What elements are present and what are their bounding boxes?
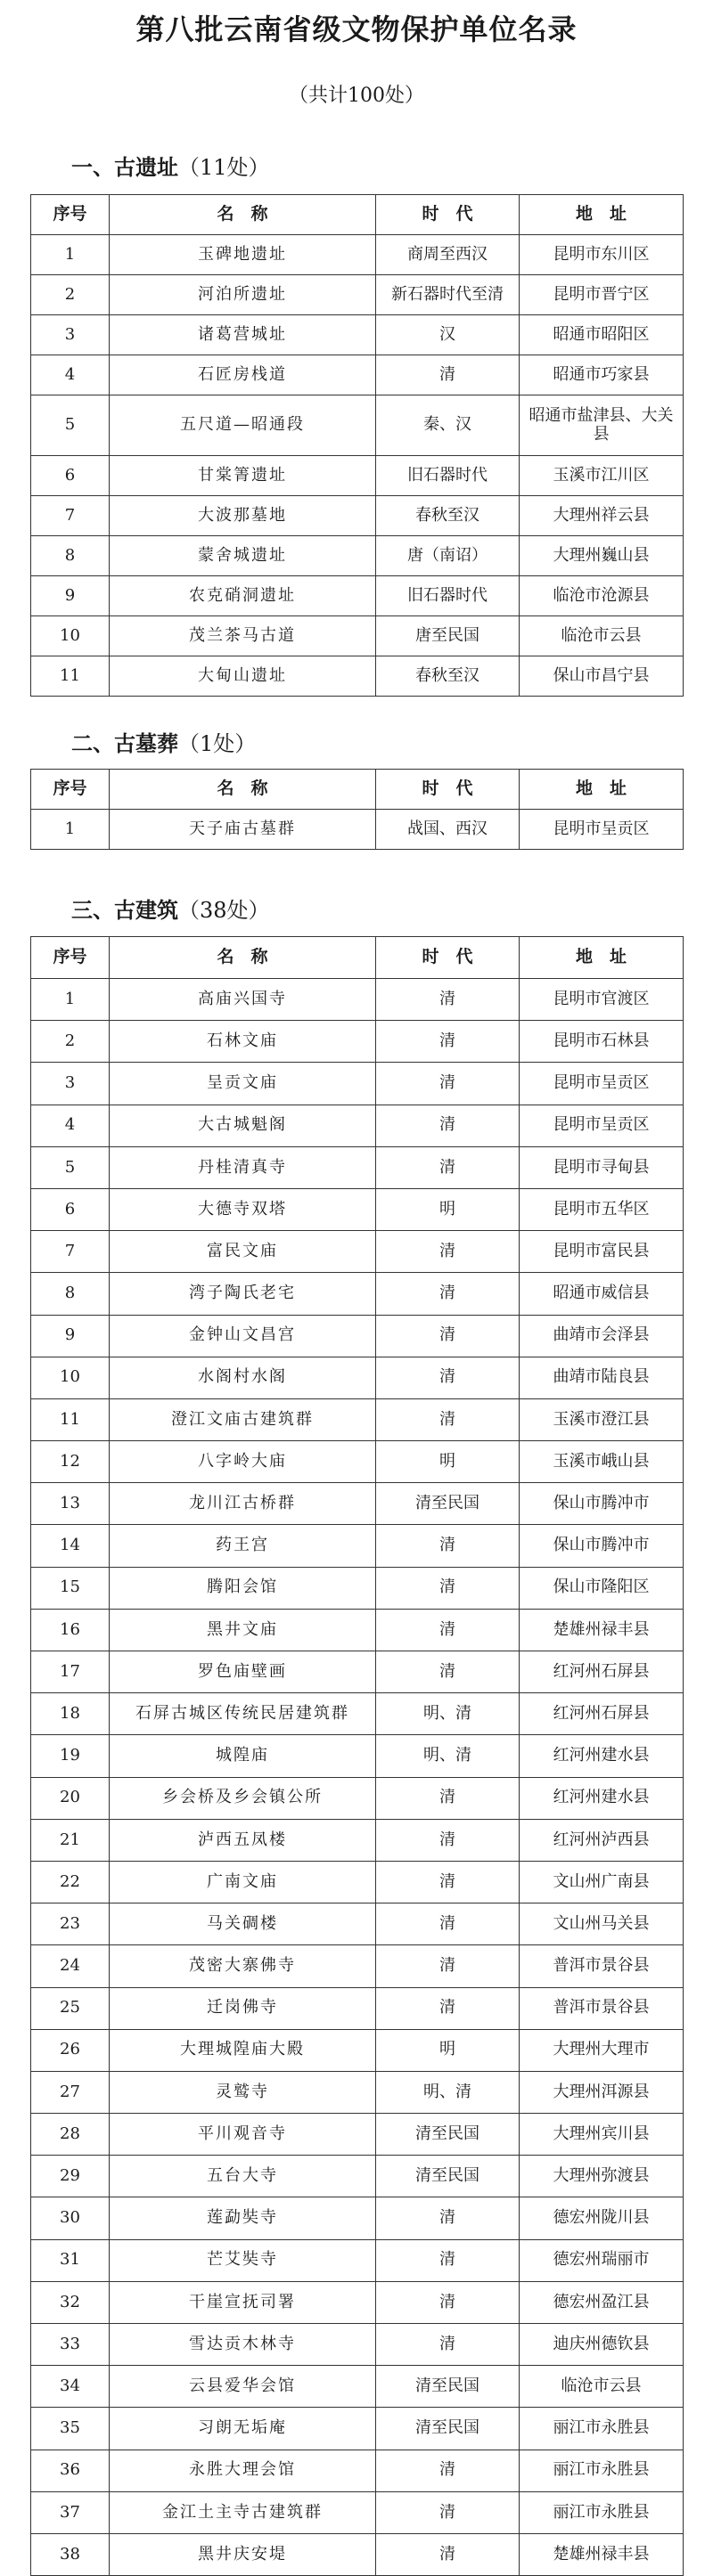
cell-era: 清 [376, 1861, 520, 1903]
cell-place: 临沧市云县 [520, 616, 684, 656]
cell-no: 15 [31, 1567, 110, 1609]
cell-place: 大理州大理市 [520, 2029, 684, 2071]
cell-place: 昭通市昭阳区 [520, 315, 684, 355]
table-row [31, 1231, 684, 1273]
cell-place: 文山州马关县 [520, 1903, 684, 1945]
cell-era: 清 [376, 2533, 520, 2575]
cell-era: 清 [376, 1315, 520, 1357]
cell-name: 永胜大理会馆 [110, 2450, 376, 2491]
table-row [31, 1105, 684, 1146]
cell-era: 春秋至汉 [376, 656, 520, 697]
cell-place: 昭通市威信县 [520, 1273, 684, 1315]
cell-name: 大甸山遗址 [110, 656, 376, 697]
table-row [31, 1021, 684, 1063]
cell-place: 楚雄州禄丰县 [520, 1609, 684, 1651]
cell-era: 清 [376, 1398, 520, 1440]
cell-no: 3 [31, 1063, 110, 1105]
section-name: 二、古墓葬 [71, 730, 178, 756]
cell-name: 富民文庙 [110, 1231, 376, 1273]
section-title [71, 893, 270, 924]
table-row [31, 1903, 684, 1945]
cell-no: 26 [31, 2029, 110, 2071]
table-row [31, 2324, 684, 2366]
cell-era: 清 [376, 1945, 520, 1987]
cell-no: 8 [31, 1273, 110, 1315]
header-no: 序号 [31, 195, 110, 235]
cell-no: 1 [31, 810, 110, 850]
table-row [31, 456, 684, 496]
cell-era: 旧石器时代 [376, 456, 520, 496]
cell-era: 唐（南诏） [376, 536, 520, 576]
cell-no: 37 [31, 2491, 110, 2533]
section-title [71, 726, 256, 757]
cell-name: 农克硝洞遗址 [110, 576, 376, 616]
cell-name: 习朗无垢庵 [110, 2408, 376, 2450]
cell-era: 清至民国 [376, 1483, 520, 1525]
table-row [31, 1315, 684, 1357]
table-row [31, 1777, 684, 1819]
cell-name: 云县爱华会馆 [110, 2366, 376, 2408]
cell-era: 唐至民国 [376, 616, 520, 656]
table-header-row [31, 937, 684, 979]
cell-era: 清至民国 [376, 2156, 520, 2197]
table-row [31, 1273, 684, 1315]
cell-no: 11 [31, 656, 110, 697]
cell-place: 大理州洱源县 [520, 2071, 684, 2113]
cell-place: 玉溪市澄江县 [520, 1398, 684, 1440]
table-row [31, 2114, 684, 2156]
heritage-table [30, 194, 684, 697]
cell-name: 高庙兴国寺 [110, 979, 376, 1021]
cell-place: 大理州祥云县 [520, 496, 684, 536]
cell-no: 3 [31, 315, 110, 355]
cell-name: 马关碉楼 [110, 1903, 376, 1945]
cell-era: 清 [376, 1609, 520, 1651]
cell-name: 五尺道—昭通段 [110, 395, 376, 456]
table-row [31, 2491, 684, 2533]
cell-place: 大理州宾川县 [520, 2114, 684, 2156]
cell-no: 9 [31, 576, 110, 616]
cell-place: 红河州石屏县 [520, 1693, 684, 1735]
cell-no: 31 [31, 2239, 110, 2281]
table-row [31, 1693, 684, 1735]
cell-name: 迁岗佛寺 [110, 1987, 376, 2029]
cell-no: 7 [31, 496, 110, 536]
cell-era: 清 [376, 1231, 520, 1273]
cell-name: 黑井庆安堤 [110, 2533, 376, 2575]
cell-name: 茂密大寨佛寺 [110, 1945, 376, 1987]
cell-place: 德宏州盈江县 [520, 2281, 684, 2323]
cell-place: 昆明市官渡区 [520, 979, 684, 1021]
cell-place: 普洱市景谷县 [520, 1945, 684, 1987]
table-row [31, 1146, 684, 1188]
cell-era: 商周至西汉 [376, 235, 520, 275]
table-row [31, 2281, 684, 2323]
cell-name: 石林文庙 [110, 1021, 376, 1063]
table-row [31, 656, 684, 697]
section-name: 一、古遗址 [71, 154, 178, 180]
cell-name: 八字岭大庙 [110, 1441, 376, 1483]
cell-place: 保山市昌宁县 [520, 656, 684, 697]
cell-era: 明 [376, 1441, 520, 1483]
cell-era: 明 [376, 2029, 520, 2071]
cell-place: 保山市腾冲市 [520, 1483, 684, 1525]
cell-place: 丽江市永胜县 [520, 2408, 684, 2450]
cell-name: 石屏古城区传统民居建筑群 [110, 1693, 376, 1735]
cell-no: 5 [31, 1146, 110, 1188]
table-header-row [31, 195, 684, 235]
cell-no: 28 [31, 2114, 110, 2156]
page-title: 第八批云南省级文物保护单位名录 [135, 12, 578, 46]
cell-place: 保山市隆阳区 [520, 1567, 684, 1609]
cell-name: 平川观音寺 [110, 2114, 376, 2156]
cell-place: 昭通市巧家县 [520, 355, 684, 395]
cell-no: 32 [31, 2281, 110, 2323]
cell-name: 药王宫 [110, 1525, 376, 1567]
cell-place: 德宏州瑞丽市 [520, 2239, 684, 2281]
cell-no: 23 [31, 1903, 110, 1945]
heritage-table [30, 936, 684, 2576]
cell-name: 城隍庙 [110, 1735, 376, 1777]
cell-era: 清 [376, 2491, 520, 2533]
table-row [31, 1357, 684, 1398]
cell-place: 曲靖市会泽县 [520, 1315, 684, 1357]
table-row [31, 2197, 684, 2239]
cell-place: 昆明市呈贡区 [520, 1105, 684, 1146]
cell-no: 7 [31, 1231, 110, 1273]
cell-era: 清 [376, 1273, 520, 1315]
cell-no: 5 [31, 395, 110, 456]
section-count: （1处） [178, 731, 257, 756]
header-name: 名 称 [110, 770, 376, 810]
table-row [31, 1819, 684, 1861]
header-place: 地 址 [520, 937, 684, 979]
cell-place: 文山州广南县 [520, 1861, 684, 1903]
cell-era: 清 [376, 1777, 520, 1819]
cell-no: 35 [31, 2408, 110, 2450]
cell-name: 大波那墓地 [110, 496, 376, 536]
cell-name: 黑井文庙 [110, 1609, 376, 1651]
cell-era: 清 [376, 2197, 520, 2239]
table-row [31, 1987, 684, 2029]
cell-name: 诸葛营城址 [110, 315, 376, 355]
cell-no: 16 [31, 1609, 110, 1651]
cell-place: 丽江市永胜县 [520, 2450, 684, 2491]
cell-no: 1 [31, 235, 110, 275]
cell-no: 25 [31, 1987, 110, 2029]
cell-name: 雪达贡木林寺 [110, 2324, 376, 2366]
table-row [31, 355, 684, 395]
table-row [31, 1651, 684, 1693]
cell-era: 清 [376, 1021, 520, 1063]
cell-era: 清 [376, 1357, 520, 1398]
table-row [31, 2156, 684, 2197]
cell-no: 12 [31, 1441, 110, 1483]
cell-name: 玉碑地遗址 [110, 235, 376, 275]
cell-name: 丹桂清真寺 [110, 1146, 376, 1188]
cell-no: 6 [31, 1188, 110, 1230]
cell-name: 龙川江古桥群 [110, 1483, 376, 1525]
cell-place: 昆明市寻甸县 [520, 1146, 684, 1188]
cell-era: 旧石器时代 [376, 576, 520, 616]
cell-no: 20 [31, 1777, 110, 1819]
cell-no: 4 [31, 355, 110, 395]
cell-place: 临沧市沧源县 [520, 576, 684, 616]
cell-no: 6 [31, 456, 110, 496]
table-row [31, 810, 684, 850]
cell-era: 明、清 [376, 1693, 520, 1735]
table-row [31, 1188, 684, 1230]
cell-place: 丽江市永胜县 [520, 2491, 684, 2533]
cell-name: 干崖宣抚司署 [110, 2281, 376, 2323]
table-row [31, 1441, 684, 1483]
header-no: 序号 [31, 937, 110, 979]
cell-name: 五台大寺 [110, 2156, 376, 2197]
cell-no: 2 [31, 1021, 110, 1063]
cell-no: 34 [31, 2366, 110, 2408]
cell-no: 17 [31, 1651, 110, 1693]
cell-era: 清至民国 [376, 2366, 520, 2408]
cell-name: 灵鹫寺 [110, 2071, 376, 2113]
cell-no: 19 [31, 1735, 110, 1777]
cell-era: 明 [376, 1188, 520, 1230]
cell-place: 昆明市五华区 [520, 1188, 684, 1230]
cell-era: 春秋至汉 [376, 496, 520, 536]
header-no: 序号 [31, 770, 110, 810]
cell-place: 普洱市景谷县 [520, 1987, 684, 2029]
cell-name: 甘棠箐遗址 [110, 456, 376, 496]
cell-place: 曲靖市陆良县 [520, 1357, 684, 1398]
cell-no: 22 [31, 1861, 110, 1903]
cell-name: 河泊所遗址 [110, 275, 376, 315]
table-row [31, 315, 684, 355]
table-row [31, 395, 684, 456]
cell-era: 汉 [376, 315, 520, 355]
cell-place: 保山市腾冲市 [520, 1525, 684, 1567]
cell-place: 昆明市晋宁区 [520, 275, 684, 315]
section-name: 三、古建筑 [71, 897, 178, 923]
cell-name: 呈贡文庙 [110, 1063, 376, 1105]
table-row [31, 1609, 684, 1651]
cell-era: 清 [376, 1651, 520, 1693]
cell-no: 30 [31, 2197, 110, 2239]
cell-name: 腾阳会馆 [110, 1567, 376, 1609]
cell-era: 清 [376, 1105, 520, 1146]
cell-era: 清 [376, 979, 520, 1021]
table-row [31, 2408, 684, 2450]
cell-place: 玉溪市江川区 [520, 456, 684, 496]
cell-name: 乡会桥及乡会镇公所 [110, 1777, 376, 1819]
table-row [31, 235, 684, 275]
cell-era: 清 [376, 1525, 520, 1567]
cell-no: 1 [31, 979, 110, 1021]
cell-no: 38 [31, 2533, 110, 2575]
cell-era: 清 [376, 2324, 520, 2366]
cell-name: 莲勐奘寺 [110, 2197, 376, 2239]
cell-place: 玉溪市峨山县 [520, 1441, 684, 1483]
cell-name: 天子庙古墓群 [110, 810, 376, 850]
cell-name: 大德寺双塔 [110, 1188, 376, 1230]
section-count: （38处） [178, 898, 270, 923]
table-row [31, 1567, 684, 1609]
table-row [31, 275, 684, 315]
cell-era: 清至民国 [376, 2408, 520, 2450]
table-row [31, 2450, 684, 2491]
cell-era: 清 [376, 1063, 520, 1105]
cell-place: 德宏州陇川县 [520, 2197, 684, 2239]
cell-no: 21 [31, 1819, 110, 1861]
table-row [31, 979, 684, 1021]
table-row [31, 1483, 684, 1525]
cell-no: 24 [31, 1945, 110, 1987]
cell-no: 8 [31, 536, 110, 576]
cell-no: 36 [31, 2450, 110, 2491]
table-row [31, 1063, 684, 1105]
cell-era: 新石器时代至清 [376, 275, 520, 315]
cell-no: 27 [31, 2071, 110, 2113]
cell-era: 清 [376, 1146, 520, 1188]
header-era: 时 代 [376, 195, 520, 235]
cell-name: 澄江文庙古建筑群 [110, 1398, 376, 1440]
cell-era: 清 [376, 355, 520, 395]
section-count: （11处） [178, 155, 270, 180]
table-row [31, 1398, 684, 1440]
cell-name: 金江土主寺古建筑群 [110, 2491, 376, 2533]
cell-no: 13 [31, 1483, 110, 1525]
cell-no: 14 [31, 1525, 110, 1567]
table-row [31, 576, 684, 616]
table-row [31, 536, 684, 576]
table-row [31, 2071, 684, 2113]
cell-place: 红河州泸西县 [520, 1819, 684, 1861]
cell-name: 大理城隍庙大殿 [110, 2029, 376, 2071]
cell-era: 秦、汉 [376, 395, 520, 456]
cell-place: 昭通市盐津县、大关县 [520, 395, 684, 456]
table-header-row [31, 770, 684, 810]
cell-place: 红河州建水县 [520, 1777, 684, 1819]
header-name: 名 称 [110, 937, 376, 979]
cell-era: 清至民国 [376, 2114, 520, 2156]
cell-place: 昆明市石林县 [520, 1021, 684, 1063]
cell-name: 蒙舍城遗址 [110, 536, 376, 576]
cell-name: 罗色庙壁画 [110, 1651, 376, 1693]
table-row [31, 2366, 684, 2408]
cell-era: 明、清 [376, 2071, 520, 2113]
cell-name: 大古城魁阁 [110, 1105, 376, 1146]
cell-place: 大理州巍山县 [520, 536, 684, 576]
cell-no: 10 [31, 616, 110, 656]
cell-no: 29 [31, 2156, 110, 2197]
cell-era: 清 [376, 1987, 520, 2029]
cell-era: 清 [376, 2450, 520, 2491]
heritage-table [30, 769, 684, 850]
page-subtitle: （共计100处） [289, 85, 424, 107]
cell-place: 红河州石屏县 [520, 1651, 684, 1693]
cell-name: 石匠房栈道 [110, 355, 376, 395]
cell-name: 湾子陶氏老宅 [110, 1273, 376, 1315]
cell-name: 茂兰茶马古道 [110, 616, 376, 656]
cell-no: 11 [31, 1398, 110, 1440]
cell-place: 昆明市呈贡区 [520, 810, 684, 850]
cell-place: 红河州建水县 [520, 1735, 684, 1777]
table-row [31, 1525, 684, 1567]
cell-place: 昆明市富民县 [520, 1231, 684, 1273]
cell-place: 迪庆州德钦县 [520, 2324, 684, 2366]
cell-era: 清 [376, 1903, 520, 1945]
table-row [31, 616, 684, 656]
cell-era: 战国、西汉 [376, 810, 520, 850]
cell-no: 2 [31, 275, 110, 315]
cell-name: 水阁村水阁 [110, 1357, 376, 1398]
cell-no: 33 [31, 2324, 110, 2366]
cell-era: 清 [376, 2281, 520, 2323]
cell-place: 临沧市云县 [520, 2366, 684, 2408]
header-name: 名 称 [110, 195, 376, 235]
cell-no: 4 [31, 1105, 110, 1146]
header-era: 时 代 [376, 770, 520, 810]
cell-no: 18 [31, 1693, 110, 1735]
cell-era: 明、清 [376, 1735, 520, 1777]
cell-name: 金钟山文昌宫 [110, 1315, 376, 1357]
cell-place: 大理州弥渡县 [520, 2156, 684, 2197]
cell-name: 泸西五凤楼 [110, 1819, 376, 1861]
header-era: 时 代 [376, 937, 520, 979]
cell-name: 芒艾奘寺 [110, 2239, 376, 2281]
cell-no: 9 [31, 1315, 110, 1357]
header-place: 地 址 [520, 195, 684, 235]
cell-place: 昆明市东川区 [520, 235, 684, 275]
table-row [31, 2239, 684, 2281]
table-row [31, 2533, 684, 2575]
cell-no: 10 [31, 1357, 110, 1398]
cell-era: 清 [376, 1567, 520, 1609]
section-title [71, 150, 270, 181]
table-row [31, 496, 684, 536]
table-row [31, 2029, 684, 2071]
table-row [31, 1735, 684, 1777]
table-row [31, 1945, 684, 1987]
cell-name: 广南文庙 [110, 1861, 376, 1903]
cell-era: 清 [376, 2239, 520, 2281]
header-place: 地 址 [520, 770, 684, 810]
cell-era: 清 [376, 1819, 520, 1861]
table-row [31, 1861, 684, 1903]
cell-place: 楚雄州禄丰县 [520, 2533, 684, 2575]
cell-place: 昆明市呈贡区 [520, 1063, 684, 1105]
